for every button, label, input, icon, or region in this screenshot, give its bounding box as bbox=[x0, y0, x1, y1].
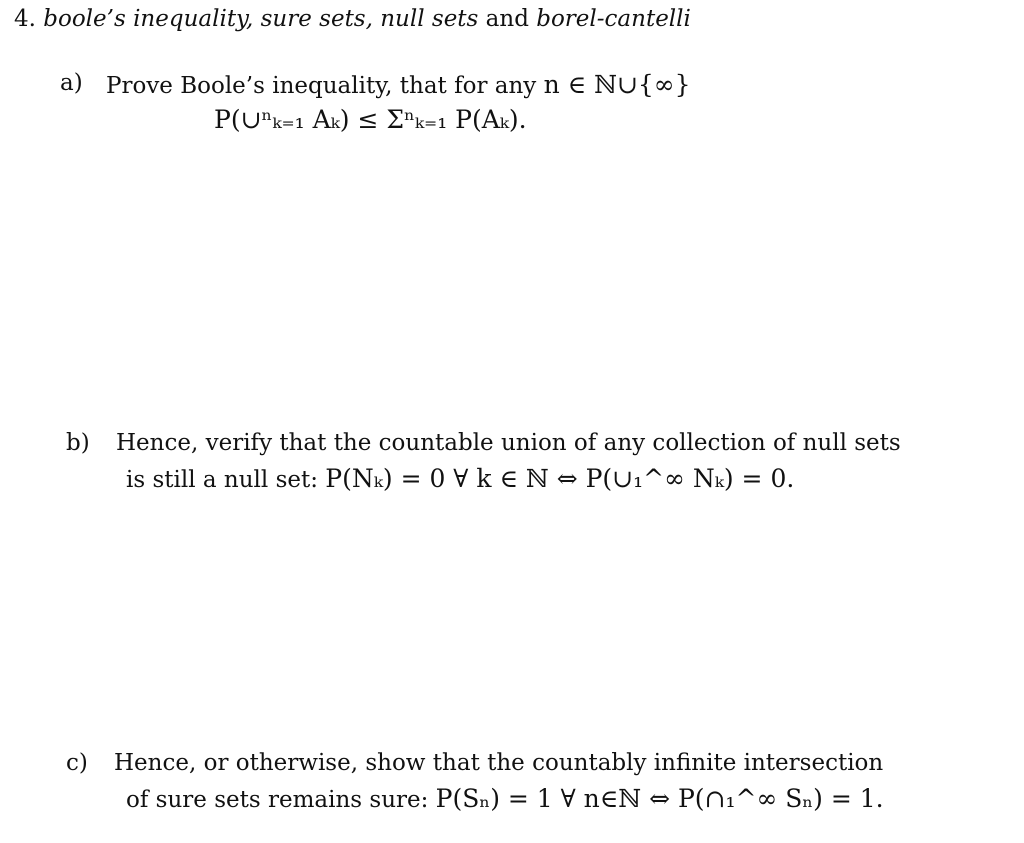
title-and: and bbox=[478, 6, 537, 32]
problem-number: 4. bbox=[14, 6, 36, 32]
problem-title bbox=[14, 8, 691, 31]
part-b-line2-text: is still a null set: bbox=[126, 467, 326, 493]
part-a-formula: P(∪ⁿₖ₌₁ Aₖ) ≤ Σⁿₖ₌₁ P(Aₖ). bbox=[214, 105, 527, 134]
part-c-line2-text: of sure sets remains sure: bbox=[126, 787, 436, 813]
part-b-line2 bbox=[126, 466, 794, 492]
part-b-label: b) bbox=[66, 430, 90, 456]
part-c-formula: P(Sₙ) = 1 ∀ n∈ℕ ⇔ P(∩₁^∞ Sₙ) = 1. bbox=[435, 784, 884, 813]
title-part1: boole’s inequality, sure sets, null sets bbox=[43, 6, 479, 32]
part-a-line1-math: n ∈ ℕ∪{∞} bbox=[543, 70, 691, 99]
part-b-line1: Hence, verify that the countable union of any collection of null sets bbox=[116, 430, 901, 456]
part-c-line1: Hence, or otherwise, show that the countably infinite intersection bbox=[114, 750, 884, 776]
title-part2: borel-cantelli bbox=[536, 6, 691, 32]
part-c-label: c) bbox=[66, 750, 88, 776]
part-a-label: a) bbox=[60, 70, 83, 96]
part-c-line2 bbox=[126, 786, 884, 812]
part-a-line1-text: Prove Boole’s inequality, that for any bbox=[106, 73, 544, 99]
part-b-formula: P(Nₖ) = 0 ∀ k ∈ ℕ ⇔ P(∪₁^∞ Nₖ) = 0. bbox=[325, 464, 795, 493]
part-a-line1 bbox=[106, 72, 691, 98]
